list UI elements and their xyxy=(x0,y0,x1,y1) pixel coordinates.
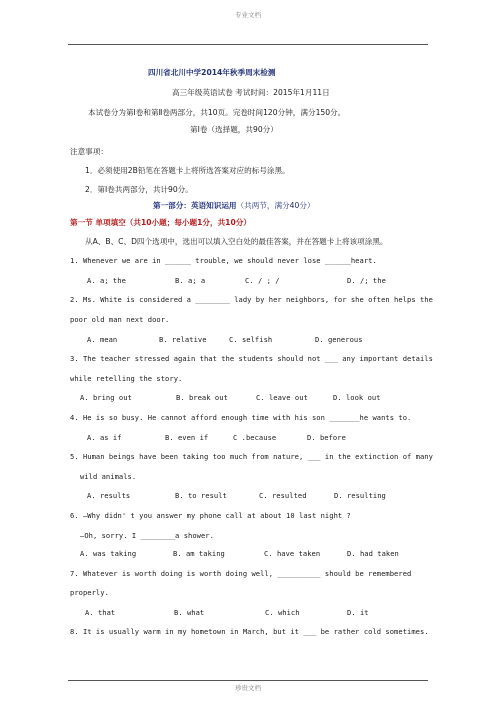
part-label: 第一部分：英语知识运用 xyxy=(153,201,237,210)
option-a: A. as if xyxy=(87,433,122,442)
page-footer: 珍贵文档 xyxy=(235,684,261,692)
option-c: C. leave out xyxy=(256,393,308,402)
option-b: B. what xyxy=(174,608,205,617)
option-a: A. that xyxy=(85,608,116,617)
option-a: A. mean xyxy=(87,335,118,344)
note-item: 2．第Ⅰ卷共两部分，共计90分。 xyxy=(85,185,193,194)
question-text: 2. Ms. White is considered a ________ lady by her neighbors, for she often helps the xyxy=(70,295,433,304)
option-d: D. before xyxy=(307,433,346,442)
question-text: 6. —Why didn' t you answer my phone call at about 10 last night ? xyxy=(70,511,351,520)
question-text: 5. Human beings have been taking too much from nature, ___ in the extinction of many xyxy=(70,452,433,461)
option-b: B. relative xyxy=(159,335,207,344)
volume-heading: 第Ⅰ卷（选择题，共90分） xyxy=(190,125,278,134)
option-b: B. am taking xyxy=(173,549,225,558)
option-d: D. it xyxy=(347,608,369,617)
option-c: C. which xyxy=(265,608,300,617)
option-c: C .because xyxy=(233,433,277,442)
question-options xyxy=(87,491,386,501)
exam-instructions: 本试卷分为第Ⅰ卷和第Ⅱ卷两部分，共10页。完卷时间120分钟，满分150分。 xyxy=(88,108,346,117)
option-a: A. results xyxy=(87,491,131,500)
question-text: 4. He is so busy. He cannot afford enough time with his son _______he wants to. xyxy=(70,413,412,422)
question-options xyxy=(80,549,399,559)
page-header: 专业文档 xyxy=(235,11,261,19)
option-a: A. was taking xyxy=(80,549,137,558)
part-heading xyxy=(153,201,315,211)
question-text-cont: while retelling the story. xyxy=(70,374,183,383)
option-d: D. look out xyxy=(333,393,381,402)
section-instruction: 从A、B、C、D四个选项中，选出可以填入空白处的最佳答案，并在答题卡上将该项涂黑。 xyxy=(85,237,388,246)
question-text-cont: poor old man next door. xyxy=(70,315,170,324)
exam-subtitle: 高三年级英语试卷 考试时间：2015年1月11日 xyxy=(172,88,330,97)
question-options xyxy=(87,433,346,443)
header-divider xyxy=(68,44,428,45)
footer-divider xyxy=(68,680,428,681)
notes-title: 注意事项： xyxy=(70,147,108,156)
part-detail: （共两节，满分40分） xyxy=(236,201,315,210)
question-options xyxy=(87,276,386,286)
option-d: D. had taken xyxy=(347,549,399,558)
option-c: C. / ; / xyxy=(245,276,280,285)
note-item: 1．必须使用2B铅笔在答题卡上将所选答案对应的标号涂黑。 xyxy=(85,166,290,175)
option-c: C. have taken xyxy=(264,549,321,558)
question-text: 7. Whatever is worth doing is worth doing well, __________ should be remembered xyxy=(70,569,412,578)
option-b: B. even if xyxy=(165,433,209,442)
option-d: D. resulting xyxy=(334,491,386,500)
question-options xyxy=(87,335,363,345)
option-d: D. generous xyxy=(315,335,363,344)
exam-title: 四川省北川中学2014年秋季周末检测 xyxy=(148,68,276,77)
section-title: 第一节 单项填空（共10小题；每小题1分，共10分） xyxy=(70,218,251,227)
question-text: 8. It is usually warm in my hometown in March, but it ___ be rather cold sometimes. xyxy=(70,627,429,636)
option-b: B. a; a xyxy=(175,276,206,285)
option-a: A. a; the xyxy=(87,276,126,285)
question-text: 3. The teacher stressed again that the students should not ___ any important details xyxy=(70,354,433,363)
question-text-cont: wild animals. xyxy=(80,472,137,481)
option-b: B. break out xyxy=(176,393,228,402)
question-text-cont: properly. xyxy=(70,588,109,597)
option-d: D. /; the xyxy=(347,276,386,285)
question-text-cont: —Oh, sorry. I ________a shower. xyxy=(80,531,214,540)
option-c: C. selfish xyxy=(229,335,273,344)
question-text: 1. Whenever we are in ______ trouble, we should never lose ______heart. xyxy=(70,256,377,265)
option-c: C. resulted xyxy=(259,491,307,500)
question-options xyxy=(85,608,369,618)
option-a: A. bring out xyxy=(80,393,132,402)
question-options xyxy=(80,393,381,403)
option-b: B. to result xyxy=(175,491,227,500)
